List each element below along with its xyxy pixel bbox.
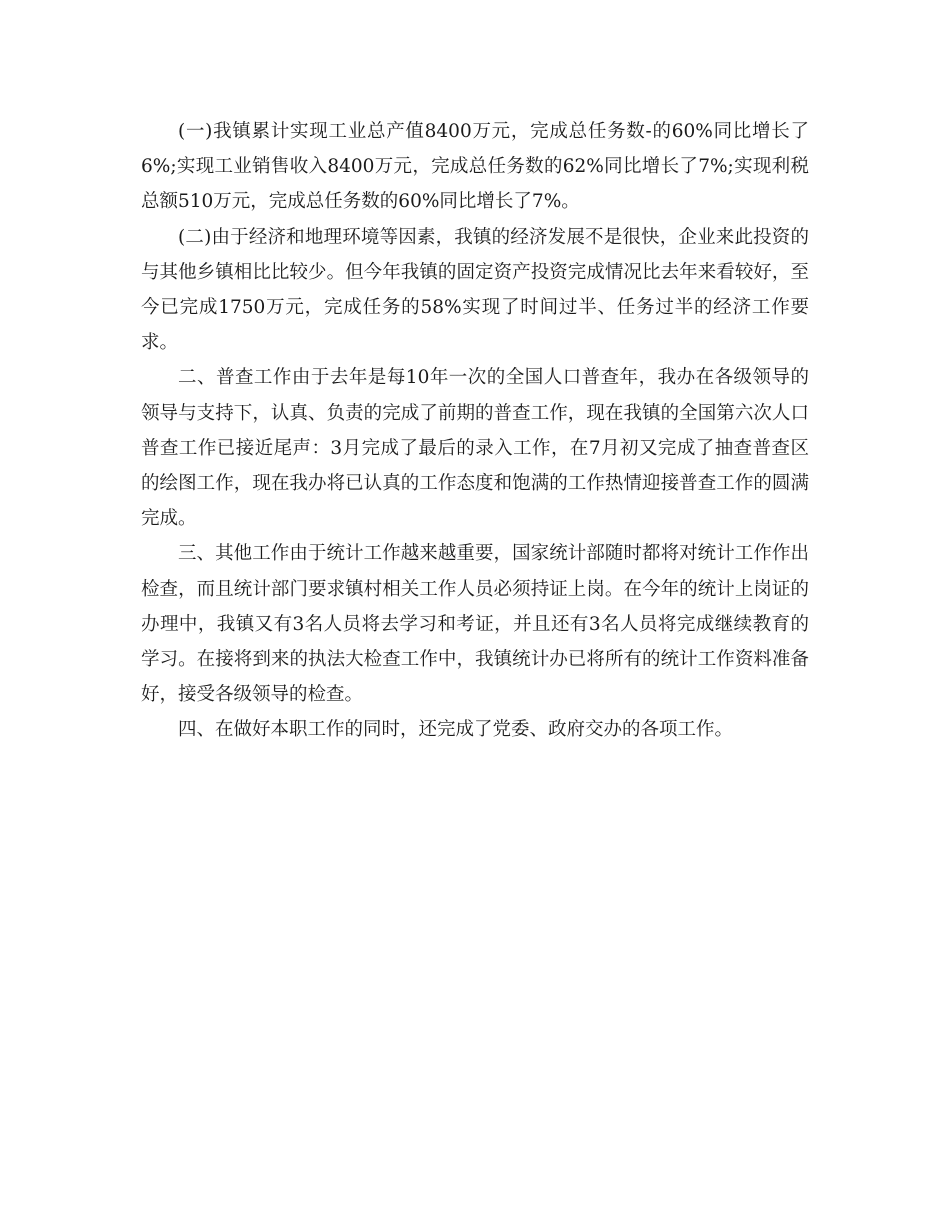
paragraph-census-work: 二、普查工作由于去年是每10年一次的全国人口普查年，我办在各级领导的领导与支持下，认真、负责的完成了前期的普查工作，现在我镇的全国第六次人口普查工作已接近尾声：3月完成了最后的录入工作，在7月初又完成了抽查普查区的绘图工作，现在我办将已认真的工作态度和饱满的工作热情迎接普查工作的圆满完成。 (141, 367, 809, 530)
paragraph-other-work: 三、其他工作由于统计工作越来越重要，国家统计部随时都将对统计工作作出检查，而且统计部门要求镇村相关工作人员必须持证上岗。在今年的统计上岗证的办理中，我镇又有3名人员将去学习和考证，并且还有3名人员将完成继续教育的学习。在接将到来的执法大检查工作中，我镇统计办已将所有的统计工作资料准备好，接受各级领导的检查。 (141, 543, 809, 706)
paragraph-industrial-output: (一)我镇累计实现工业总产值8400万元，完成总任务数-的60%同比增长了6%;实现工业销售收入8400万元，完成总任务数的62%同比增长了7%;实现利税总额510万元，完成总任务数的60%同比增长了7%。 (141, 121, 809, 213)
paragraph-assigned-tasks: 四、在做好本职工作的同时，还完成了党委、政府交办的各项工作。 (178, 719, 734, 741)
document-body (141, 114, 809, 748)
paragraph-fixed-investment: (二)由于经济和地理环境等因素，我镇的经济发展不是很快，企业来此投资的与其他乡镇相比比较少。但今年我镇的固定资产投资完成情况比去年来看较好，至今已完成1750万元，完成任务的58%实现了时间过半、任务过半的经济工作要求。 (141, 226, 809, 354)
